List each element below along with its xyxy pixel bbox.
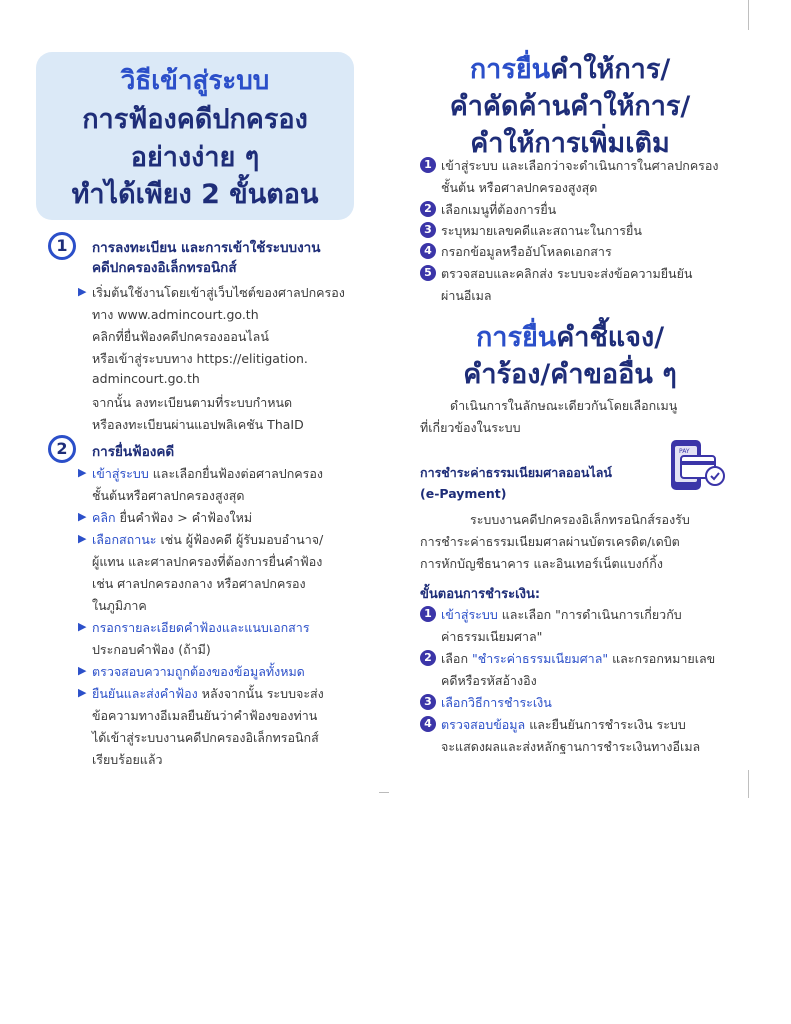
section-1-step-1: เข้าสู่ระบบ และเลือกว่าจะดำเนินการในศาลปกครอง	[441, 158, 719, 173]
section-1-step-5: ตรวจสอบและคลิกส่ง ระบบจะส่งข้อความยืนยัน	[441, 266, 693, 281]
step-1-line: จากนั้น ลงทะเบียนตามที่ระบบกำหนด	[92, 395, 293, 410]
step-2-item-5-keyword: ตรวจสอบความถูกต้องของข้อมูลทั้งหมด	[92, 664, 305, 679]
bullet-icon: ▶	[78, 686, 87, 699]
step-2-item-3-cont: เช่น ศาลปกครองกลาง หรือศาลปกครอง	[92, 576, 306, 591]
payment-step-2	[441, 649, 715, 669]
section-2-title-line-2: คำร้อง/คำขออื่น ๆ	[463, 359, 677, 390]
page-edge-line-bottom	[748, 770, 749, 798]
step-2-item-6	[92, 684, 324, 704]
step-2-item-1-text: และเลือกยื่นฟ้องต่อศาลปกครอง	[152, 466, 323, 481]
payment-desc-cont: การหักบัญชีธนาคาร และอินเทอร์เน็ตแบงก์กิ้ง	[420, 556, 663, 571]
payment-icon-label: PAY	[679, 448, 690, 455]
payment-steps-title: ขั้นตอนการชำระเงิน:	[420, 587, 541, 602]
header-line-2: การฟ้องคดีปกครอง	[82, 104, 308, 135]
payment-step-2-text: และกรอกหมายเลข	[612, 651, 716, 666]
section-1-title-line-2: คำคัดค้านคำให้การ/	[449, 91, 691, 122]
payment-step-4	[441, 715, 686, 735]
payment-step-2-keyword: เลือก	[441, 651, 469, 666]
section-1-step-3-number: 3	[420, 222, 436, 238]
section-1-title-highlight: การยื่น	[469, 54, 551, 85]
section-1-step-4: กรอกข้อมูลหรืออัปโหลดเอกสาร	[441, 244, 612, 259]
payment-step-2-number: 2	[420, 650, 436, 666]
payment-step-3	[441, 693, 552, 713]
header-line-4: ทำได้เพียง 2 ขั้นตอน	[71, 179, 319, 210]
step-2-item-4-keyword: กรอกรายละเอียดคำฟ้องและแนบเอกสาร	[92, 620, 310, 635]
bullet-icon: ▶	[78, 285, 87, 298]
step-1-title-line-2: คดีปกครองอิเล็กทรอนิกส์	[92, 260, 237, 276]
step-2-item-3-cont: ในภูมิภาค	[92, 598, 147, 613]
step-2-item-3	[92, 530, 323, 550]
step-2-item-6-cont: ได้เข้าสู่ระบบงานคดีปกครองอิเล็กทรอนิกส์	[92, 730, 319, 745]
step-1-line: ทาง www.admincourt.go.th	[92, 307, 259, 322]
payment-icon	[667, 438, 727, 493]
section-2-desc: ดำเนินการในลักษณะเดียวกันโดยเลือกเมนู	[450, 398, 678, 413]
payment-subtitle: (e-Payment)	[420, 486, 507, 501]
step-2-item-4	[92, 618, 310, 638]
step-1-line: admincourt.go.th	[92, 371, 200, 386]
section-2-title-highlight: การยื่น	[475, 322, 557, 353]
step-2-item-3-cont: ผู้แทน และศาลปกครองที่ต้องการยื่นคำฟ้อง	[92, 554, 323, 569]
step-1-title-line-1: การลงทะเบียน และการเข้าใช้ระบบงาน	[92, 240, 321, 256]
payment-step-4-text: และยืนยันการชำระเงิน ระบบ	[529, 717, 686, 732]
step-2-item-1	[92, 464, 323, 484]
step-2-item-6-cont: ข้อความทางอีเมลยืนยันว่าคำฟ้องของท่าน	[92, 708, 318, 723]
step-2-item-6-cont: เรียบร้อยแล้ว	[92, 752, 163, 767]
section-2-title-text: คำชี้แจง/	[556, 322, 665, 353]
section-1-step-2: เลือกเมนูที่ต้องการยื่น	[441, 202, 557, 217]
step-2-item-2-keyword: คลิก	[92, 510, 116, 525]
page-edge-line-top	[748, 0, 749, 30]
step-2-item-1-cont: ชั้นต้นหรือศาลปกครองสูงสุด	[92, 488, 245, 503]
section-1-step-2-number: 2	[420, 201, 436, 217]
step-2-item-2	[92, 508, 252, 528]
payment-step-1-cont: ค่าธรรมเนียมศาล"	[441, 629, 543, 644]
step-1-line: หรือลงทะเบียนผ่านแอปพลิเคชัน ThaID	[92, 417, 304, 432]
step-2-item-3-keyword: เลือกสถานะ	[92, 532, 157, 547]
step-1-line: เริ่มต้นใช้งานโดยเข้าสู่เว็บไซต์ของศาลปกครอง	[92, 285, 345, 300]
header-line-1: วิธีเข้าสู่ระบบ	[120, 66, 270, 96]
payment-step-1	[441, 605, 682, 625]
payment-step-2-cont: คดีหรือรหัสอ้างอิง	[441, 673, 537, 688]
step-1-line: หรือเข้าสู่ระบบทาง https://elitigation.	[92, 351, 308, 366]
payment-step-1-number: 1	[420, 606, 436, 622]
section-1-step-1-cont: ชั้นต้น หรือศาลปกครองสูงสุด	[441, 180, 598, 195]
payment-step-3-keyword: เลือกวิธีการชำระเงิน	[441, 695, 552, 710]
payment-step-4-keyword: ตรวจสอบข้อมูล	[441, 717, 526, 732]
step-1-line: คลิกที่ยื่นฟ้องคดีปกครองออนไลน์	[92, 329, 269, 344]
bullet-icon: ▶	[78, 664, 87, 677]
step-2-title: การยื่นฟ้องคดี	[92, 444, 175, 460]
section-1-step-4-number: 4	[420, 243, 436, 259]
section-1-step-5-cont: ผ่านอีเมล	[441, 288, 492, 303]
payment-desc: ระบบงานคดีปกครองอิเล็กทรอนิกส์รองรับ	[470, 512, 690, 527]
section-1-step-1-number: 1	[420, 157, 436, 173]
footer-dash	[379, 792, 389, 793]
header-line-3: อย่างง่าย ๆ	[130, 142, 260, 173]
section-1-step-5-number: 5	[420, 265, 436, 281]
step-2-item-1-keyword: เข้าสู่ระบบ	[92, 466, 149, 481]
section-1-step-3: ระบุหมายเลขคดีและสถานะในการยื่น	[441, 223, 642, 238]
payment-step-4-cont: จะแสดงผลและส่งหลักฐานการชำระเงินทางอีเมล	[441, 739, 701, 754]
payment-step-3-number: 3	[420, 694, 436, 710]
step-2-number: 2	[48, 435, 76, 463]
step-2-item-6-keyword: ยืนยันและส่งคำฟ้อง	[92, 686, 198, 701]
bullet-icon: ▶	[78, 620, 87, 633]
payment-step-4-number: 4	[420, 716, 436, 732]
step-2-item-5	[92, 662, 305, 682]
step-2-item-4-cont: ประกอบคำฟ้อง (ถ้ามี)	[92, 642, 211, 657]
step-2-item-2-text: ยื่นคำฟ้อง > คำฟ้องใหม่	[119, 510, 253, 525]
step-1-number: 1	[48, 232, 76, 260]
payment-step-1-text: และเลือก "การดำเนินการเกี่ยวกับ	[501, 607, 682, 622]
bullet-icon: ▶	[78, 510, 87, 523]
bullet-icon: ▶	[78, 532, 87, 545]
step-2-item-6-text: หลังจากนั้น ระบบจะส่ง	[201, 686, 324, 701]
payment-desc-cont: การชำระค่าธรรมเนียมศาลผ่านบัตรเครดิต/เดบิต	[420, 534, 680, 549]
section-2-desc-cont: ที่เกี่ยวข้องในระบบ	[420, 420, 521, 435]
payment-step-2-highlight: "ชำระค่าธรรมเนียมศาล"	[472, 651, 609, 666]
bullet-icon: ▶	[78, 466, 87, 479]
step-2-item-3-text: เช่น ผู้ฟ้องคดี ผู้รับมอบอำนาจ/	[160, 532, 324, 547]
section-1-title-text: คำให้การ/	[550, 54, 671, 85]
payment-step-1-keyword: เข้าสู่ระบบ	[441, 607, 498, 622]
payment-title: การชำระค่าธรรมเนียมศาลออนไลน์	[420, 465, 612, 480]
section-1-title-line-3: คำให้การเพิ่มเติม	[470, 128, 670, 159]
